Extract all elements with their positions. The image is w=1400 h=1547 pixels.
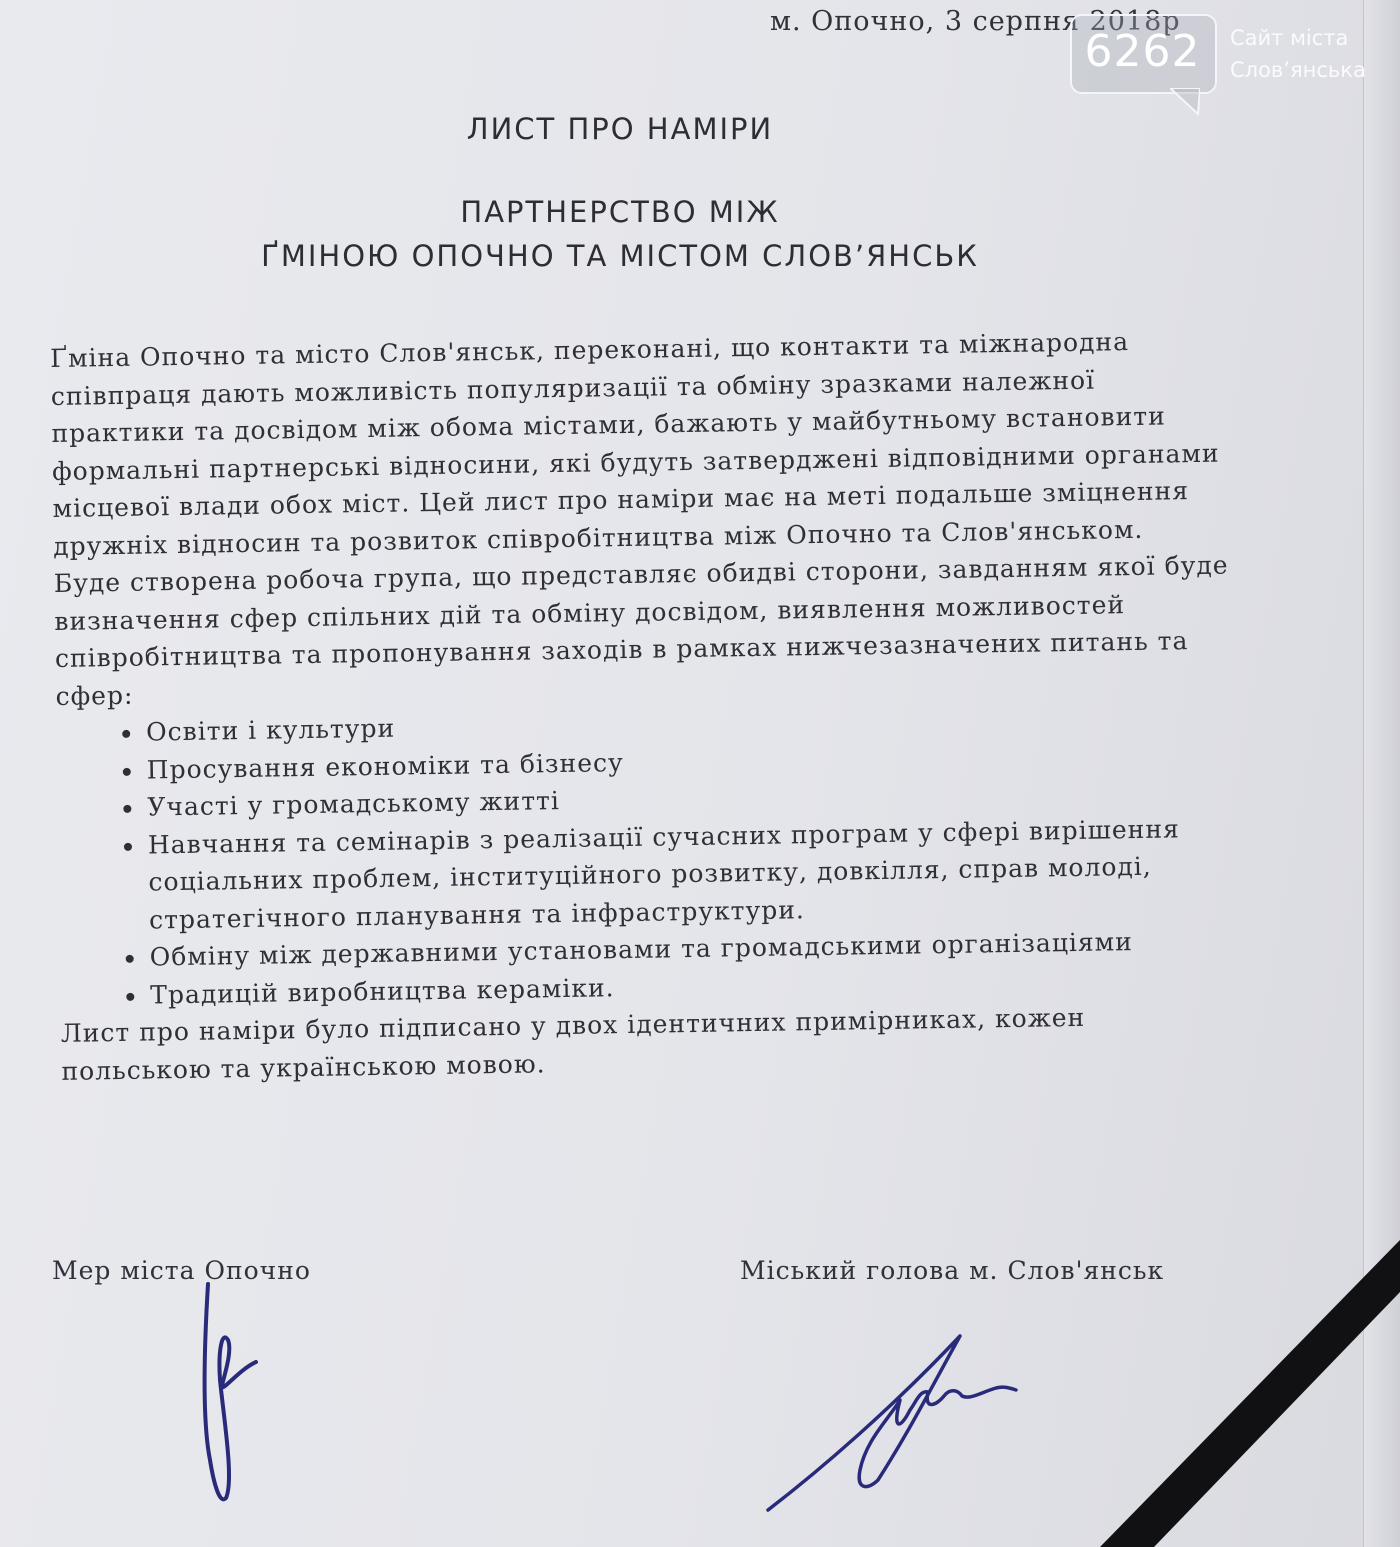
right-signatory-label: Міський голова м. Слов'янськ [740, 1256, 1165, 1285]
site-name-line-2: Слов’янська [1230, 58, 1366, 82]
speech-tail-icon [1170, 88, 1200, 116]
list-item: • Просування економіки та бізнесу [144, 734, 1236, 789]
document-subtitle [170, 190, 1070, 278]
list-item: • Участі у громадському житті [145, 771, 1237, 826]
mourning-ribbon [1100, 1240, 1400, 1547]
list-item: • Обміну між державними установами та громадськими організаціями [147, 921, 1239, 976]
left-signatory-label: Мер міста Опочно [52, 1256, 311, 1285]
paragraph-working-group: Буде створена робоча група, що представляє обидві сторони, завданням якої буде визначення сфер спільних дій та обміну досвідом, виявлення можливостей співробітництва та пропонування заходів в рамках нижчезазначених питань та сфер: [53, 550, 1229, 711]
site-logo-badge [1070, 14, 1215, 114]
subtitle-line-1: ПАРТНЕРСТВО МІЖ [460, 195, 780, 229]
letter-body [50, 321, 1242, 1089]
paragraph-intro: Ґміна Опочно та місто Слов'янськ, переконані, що контакти та міжнародна співпраця дають можливість популяризації та обміну зразками належної практики та досвідом між обома містами, бажають у майбутньому встановити формальні партнерські відносини, які будуть затверджені відповідними органами місцевої влади обох міст. Цей лист про наміри має на меті подальше зміцнення дружніх відносин та розвиток співробітництва між Опочно та Слов'янськом. [50, 327, 1220, 561]
paragraph-closing: Лист про наміри було підписано у двох ідентичних примірниках, кожен польською та українською мовою. [60, 1002, 1086, 1086]
logo-number: 6262 [1084, 26, 1201, 77]
list-item: • Освіти і культури [144, 696, 1236, 751]
list-item: • Традицій виробництва кераміки. [148, 959, 1240, 1014]
document-title: ЛИСТ ПРО НАМІРИ [466, 112, 774, 146]
right-signature-image [760, 1330, 1030, 1520]
site-name-watermark [1230, 22, 1400, 86]
date-place-line: м. Опочно, 3 серпня 2018р [770, 6, 1181, 37]
list-item: • Навчання та семінарів з реалізації сучасних програм у сфері вирішення соціальних проблем, інституційного розвитку, довкілля, справ молоді, стратегічного планування та інфраструктури. [146, 809, 1240, 939]
site-name-line-1: Сайт міста [1230, 26, 1349, 50]
subtitle-line-2: ҐМІНОЮ ОПОЧНО ТА МІСТОМ СЛОВ’ЯНСЬК [261, 239, 979, 273]
left-signature-image [180, 1270, 290, 1520]
areas-list [56, 696, 1241, 1014]
